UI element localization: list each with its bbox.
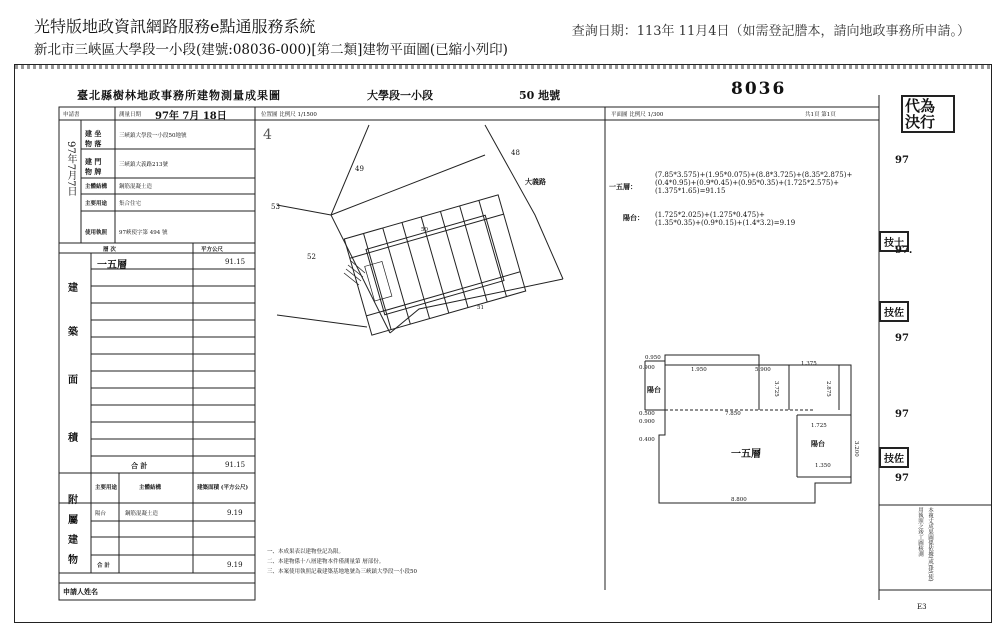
query-date: 查詢日期：113年 11月4日（如需登記謄本，請向地政事務所申請。）: [571, 24, 970, 39]
note-1: 一、本成果表以建物登記為限。: [267, 549, 345, 555]
room-main: 一五層: [731, 449, 761, 460]
floor-header-level: 層 次: [103, 247, 116, 253]
row-label-address: 建 門: [85, 157, 102, 166]
annex-side-1: 附: [68, 495, 78, 506]
row-label-structure: 主體結構: [85, 184, 108, 190]
formula-balcony-2: (1.35*0.35)+(0.9*0.15)+(1.4*3.2)=9.19: [655, 219, 796, 227]
stamp-technician-3: 技佐: [879, 447, 909, 468]
drawing-lines: [15, 65, 991, 622]
stamp-technician-1: 技士: [879, 231, 909, 252]
row-value-permit: 97峽使字第 494 號: [119, 230, 168, 236]
dim-9: 0.400: [639, 437, 655, 443]
side-label-1: 建: [68, 283, 78, 294]
stamp-technician-2: 技佐: [879, 301, 909, 322]
dim-3: 1.950: [691, 367, 707, 373]
doc-section: 大學段一小段: [367, 89, 433, 102]
dim-8: 0.900: [639, 419, 655, 425]
note-3: 三、本案使用執照記載建築基地地號為三峽鎮大學段一小段50: [267, 569, 418, 575]
row-value-location: 三峽鎮大學段一小段50地號: [119, 133, 187, 139]
page-subtitle: 新北市三峽區大學段一小段(建號:08036-000)[第二類]建物平面圖(已縮小列印): [34, 42, 508, 58]
page-title: 光特版地政資訊網路服務e點通服務系統: [34, 17, 316, 36]
dim-12: 1.350: [815, 463, 831, 469]
formula-main-2: (0.4*0.95)+(0.9*0.45)+(0.95*0.35)+(1.725*2.575)+: [655, 179, 839, 187]
side-label-3: 面: [68, 375, 78, 386]
dim-11: 8.800: [731, 497, 747, 503]
note-2: 二、本建物係十八層建物本件僅測量第 層部份。: [267, 559, 385, 565]
formula-main-label: 一五層：: [609, 182, 637, 191]
dim-6: 0.500: [639, 411, 655, 417]
building-number: 8036: [731, 79, 787, 99]
dim-15: 2.875: [825, 381, 831, 397]
row-value-structure: 鋼筋混凝土造: [119, 184, 153, 190]
plan-scale: 平面圖 比例尺 1/300: [611, 112, 664, 118]
annex-header-structure: 主體結構: [139, 485, 162, 491]
annex-total-label: 合 計: [97, 563, 110, 569]
parcel-52: 52: [307, 253, 316, 261]
annex-structure: 鋼筋混凝土造: [125, 511, 159, 517]
stamp-num-3: 97: [895, 333, 909, 344]
parcel-53: 53: [271, 203, 280, 211]
applicant-no-label: 申請書: [63, 112, 80, 118]
survey-sheet: [14, 64, 992, 623]
total-label: 合 計: [131, 461, 148, 470]
formula-main-1: (7.85*3.575)+(1.95*0.075)+(8.8*3.725)+(8.35*2.875)+: [655, 171, 853, 179]
corner-code: E3: [917, 603, 927, 611]
floor-name: 一五層: [97, 260, 127, 271]
site-scale: 位置圖 比例尺 1/1500: [261, 112, 317, 118]
applicant-label: 申請人姓名: [63, 587, 98, 596]
dim-13: 3.200: [853, 441, 859, 457]
row-sub-location: 物 落: [85, 139, 102, 148]
stamp-num-4: 97: [895, 409, 909, 420]
survey-date-label: 測量日期: [119, 112, 142, 118]
doc-land-no: 50 地號: [519, 89, 561, 102]
parcel-49: 49: [355, 165, 364, 173]
annex-side-2: 屬: [68, 515, 78, 526]
parcel-51: 51: [477, 305, 484, 311]
annex-total: 9.19: [227, 561, 243, 569]
dim-14: 3.725: [773, 381, 779, 397]
annex-side-4: 物: [68, 555, 78, 566]
annex-header-use: 主要用途: [95, 485, 118, 491]
stamp-num-1: 97: [895, 155, 909, 166]
total-area: 91.15: [225, 461, 246, 469]
row-value-use: 集合住宅: [119, 201, 142, 207]
row-value-address: 三峽鎮大義路213號: [119, 162, 168, 168]
dim-4: 5.900: [755, 367, 771, 373]
parcel-48: 48: [511, 149, 520, 157]
annex-area: 9.19: [227, 509, 243, 517]
room-balcony-left: 陽台: [647, 385, 661, 394]
doc-heading: 臺北縣樹林地政事務所建物測量成果圖: [77, 89, 281, 102]
floor-header-area: 平方公尺: [201, 247, 224, 253]
row-sub-address: 物 牌: [85, 167, 102, 176]
survey-date: 97年 7月 18日: [155, 111, 227, 122]
site-number-top: 4: [263, 127, 272, 143]
stamp-num-2: 97.: [895, 245, 913, 256]
dim-7: 7.850: [725, 411, 741, 417]
row-label-location: 建 坐: [85, 129, 102, 138]
approval-stamp: [901, 95, 955, 133]
stamp-num-5: 97: [895, 473, 909, 484]
dim-5: 1.375: [801, 361, 817, 367]
road-name: 大義路: [525, 177, 546, 186]
annex-header-area: 建築面積 (平方公尺): [197, 485, 249, 491]
formula-balcony-1: (1.725*2.025)+(1.275*0.475)+: [655, 211, 765, 219]
formula-main-3: (1.375*1.65)=91.15: [655, 187, 726, 195]
annex-use: 陽台: [95, 511, 107, 517]
dim-1: 0.950: [645, 355, 661, 361]
row-label-permit: 使用執照: [85, 230, 108, 236]
formula-balcony-label: 陽台：: [623, 213, 644, 222]
floor-area: 91.15: [225, 258, 246, 266]
side-label-2: 築: [68, 327, 78, 338]
plan-page: 共1頁 第1頁: [805, 112, 836, 118]
handwritten-date: 97年7月7日: [65, 141, 76, 197]
side-label-4: 積: [68, 433, 78, 444]
parcel-50: 50: [421, 227, 428, 233]
dim-10: 1.725: [811, 423, 827, 429]
dim-2: 0.900: [639, 365, 655, 371]
annex-side-3: 建: [68, 535, 78, 546]
stamp-line-2: 決行: [905, 113, 936, 131]
stamp-line-1: 代為: [905, 97, 936, 115]
room-balcony-right: 陽台: [811, 439, 825, 448]
right-strip-note: 本複丈成果圖係依據(或)建(使)用執照之竣工圖核測: [917, 507, 933, 582]
row-label-use: 主要用途: [85, 201, 108, 207]
